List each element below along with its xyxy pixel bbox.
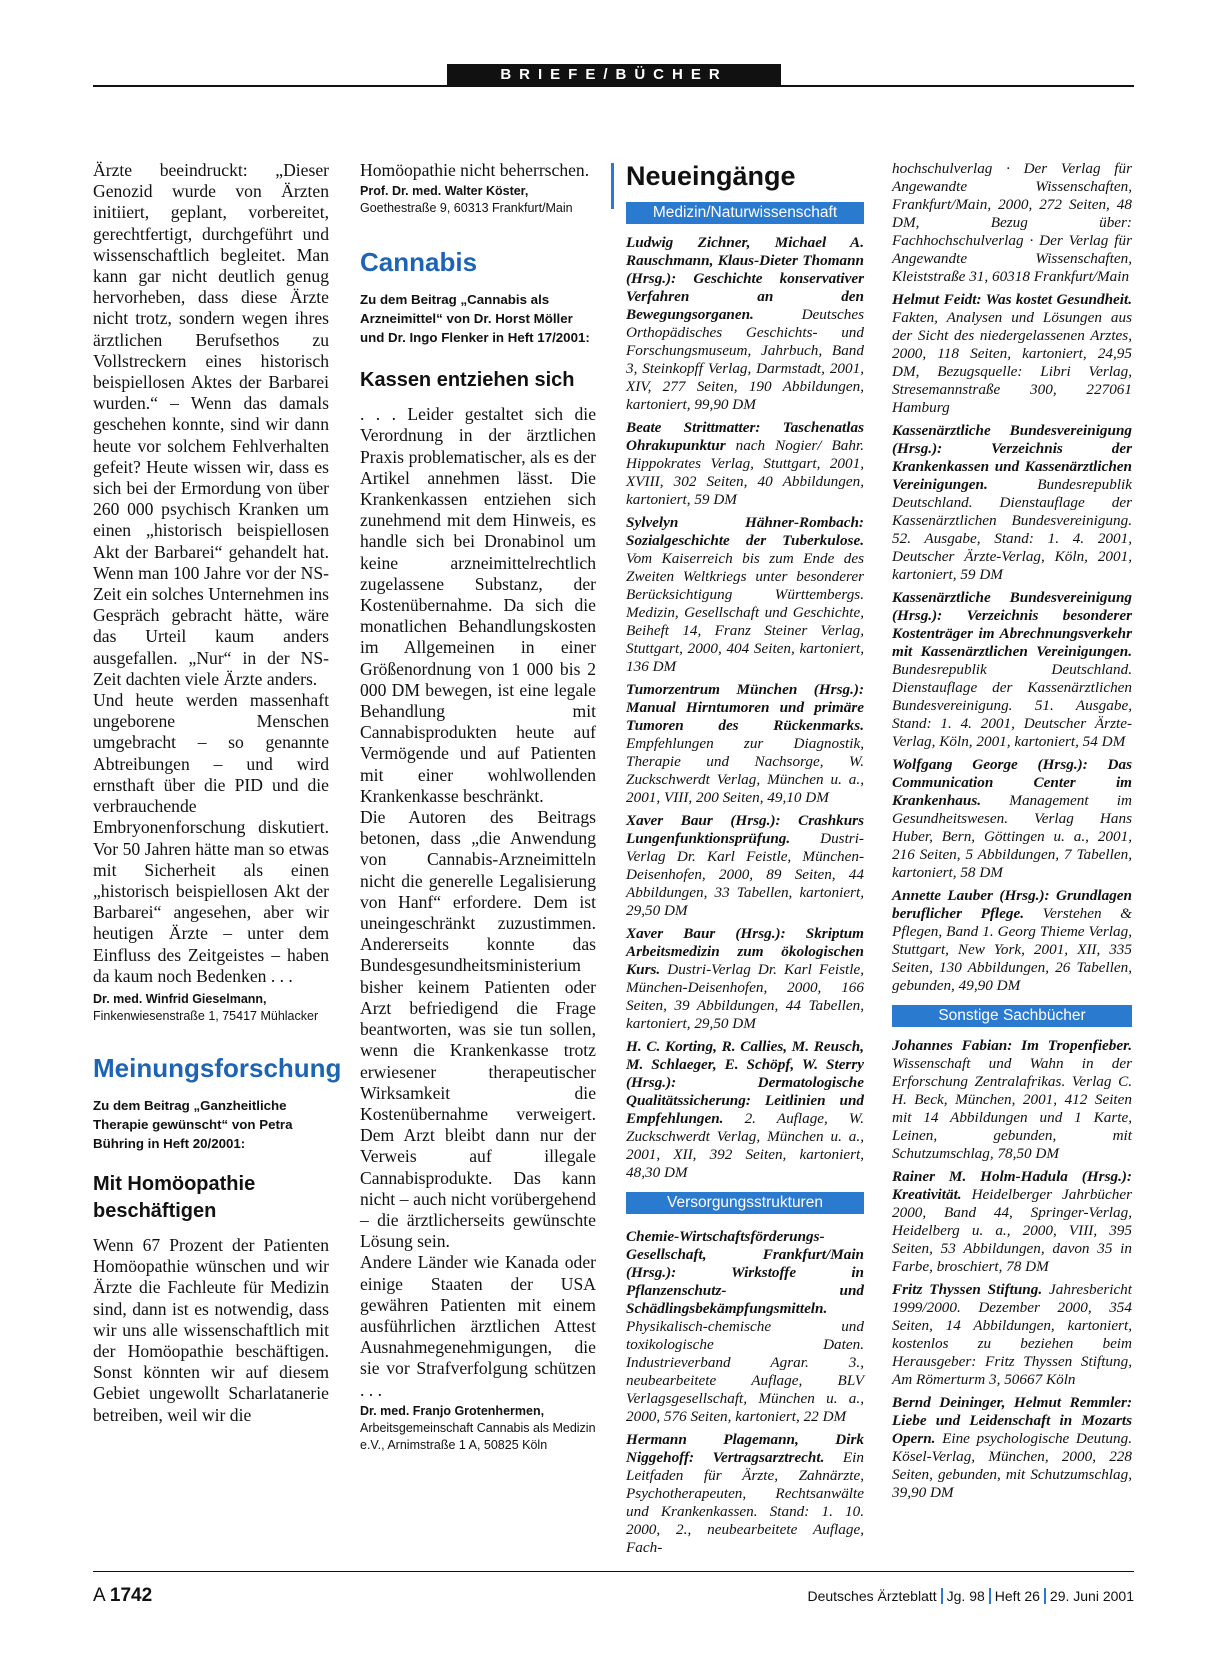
book-title: Annette Lauber (Hrsg.): Grundlagen beruflicher Pflege. <box>892 887 1132 922</box>
book-details: hochschulverlag · Der Verlag für Angewandte Wissenschaften, Frankfurt/Main, 2000, 272 Seiten, 48 DM, Bezug über: Fachhochschulverlag · Der Verlag für Angewandte Wissenschaften, Kleiststraße 31, 60318 Frankfurt/Main <box>892 160 1132 285</box>
separator <box>989 1588 991 1604</box>
book-entry <box>892 1037 1132 1163</box>
paragraph: Und heute werden massenhaft ungeborene Menschen umgebracht – so genannte Abtreibungen – und wird ernsthaft über die PID und die verbrauchende Embryonenforschung diskutiert. Vor 50 Jahren hätte man so etwas mit Sicherheit als einen „historisch beispiellosen Akt der Barbarei“ angesehen, aber wir heutigen Ärzte – unter dem Einfluss des Zeitgeistes – haben da kaum noch Bedenken . . . <box>93 690 329 986</box>
book-details: Bundesrepublik Deutschland. Dienstauflage der Kassenärztlichen Bundesvereinigung. 51. Ausgabe, Stand: 1. 4. 2001, Deutscher Ärzte-Verlag, Köln, 2001, kartoniert, 54 DM <box>892 661 1132 750</box>
book-details: Physikalisch-chemische und toxikologische Daten. Industrieverband Agrar. 3., neubearbeitete Auflage, BLV Verlagsgesellschaft, München u. a., 2000, 576 Seiten, kartoniert, 22 DM <box>626 1318 864 1425</box>
book-title: Sylvelyn Hähner-Rombach: Sozialgeschichte der Tuberkulose. <box>626 514 864 549</box>
book-entry <box>892 1394 1132 1502</box>
author-name: Prof. Dr. med. Walter Köster, <box>360 184 529 199</box>
book-details: Eine psychologische Deutung. Kösel-Verlag, München, 2000, 228 Seiten, gebunden, mit Schutzumschlag, 39,90 DM <box>892 1430 1132 1501</box>
page-prefix: A <box>93 1585 105 1606</box>
book-title: Chemie-Wirtschaftsförderungs-Gesellschaft, Frankfurt/Main (Hrsg.): Wirkstoffe in Pflanzenschutz- und Schädlingsbekämpfungsmitteln. <box>626 1228 864 1317</box>
book-details: 2. Auflage, W. Zuckschwerdt Verlag, München u. a., 2001, XII, 392 Seiten, kartoniert, 48,30 DM <box>626 1110 864 1181</box>
book-title: Bernd Deininger, Helmut Remmler: Liebe und Leidenschaft in Mozarts Opern. <box>892 1394 1132 1447</box>
journal-date: 29. Juni 2001 <box>1049 1588 1134 1604</box>
book-details: Bundesrepublik Deutschland. Dienstauflage der Kassenärztlichen Bundesvereinigung. 52. Ausgabe, Stand: 1. 4. 2001, Deutscher Ärzte-Verlag, Köln, 2001, kartoniert, 59 DM <box>892 476 1132 583</box>
journal-volume: Jg. 98 <box>946 1588 985 1604</box>
lead-text: Zu dem Beitrag „Ganzheitliche Therapie gewünscht“ von Petra Bühring in Heft 20/2001: <box>93 1097 293 1151</box>
book-title: Fritz Thyssen Stiftung. <box>892 1281 1043 1298</box>
book-title: Xaver Baur (Hrsg.): Crashkurs Lungenfunktionsprüfung. <box>626 812 864 847</box>
book-details: Dustri-Verlag Dr. Karl Feistle, München-Deisenhofen, 2000, 89 Seiten, 44 Abbildungen, 33 Tabellen, kartoniert, 29,50 DM <box>626 830 864 919</box>
letter-headline: Mit Homöopathie beschäftigen <box>93 1172 256 1222</box>
book-title: Beate Strittmatter: Taschenatlas Ohrakupunktur <box>626 419 864 454</box>
book-entry <box>892 422 1132 584</box>
journal-name: Deutsches Ärzteblatt <box>807 1588 937 1604</box>
section-header: BRIEFE/BÜCHER <box>447 64 781 86</box>
separator <box>941 1588 943 1604</box>
book-title: H. C. Korting, R. Callies, M. Reusch, M. Schlaeger, E. Schöpf, W. Sterry (Hrsg.): Dermatologische Qualitätssicherung: Leitlinien und Empfehlungen. <box>626 1038 864 1127</box>
journal-info <box>807 1588 1134 1604</box>
book-title: Kassenärztliche Bundesvereinigung (Hrsg.): Verzeichnis der Krankenkassen und Kassenärztlichen Vereinigungen. <box>892 422 1132 493</box>
book-details: Empfehlungen zur Diagnostik, Therapie und Nachsorge, W. Zuckschwerdt Verlag, München u. a., 2001, VIII, 200 Seiten, 49,10 DM <box>626 735 864 806</box>
book-details: Verstehen & Pflegen, Band 1. Georg Thieme Verlag, Stuttgart, New York, 2001, XII, 335 Seiten, 130 Abbildungen, 26 Tabellen, gebunden, 49,90 DM <box>892 905 1132 994</box>
book-entry <box>892 1281 1132 1389</box>
footer-rule <box>93 1571 1134 1572</box>
category-label: Sonstige Sachbücher <box>892 1005 1132 1027</box>
book-details: Heidelberger Jahrbücher 2000, Band 44, Springer-Verlag, Heidelberg u. a., 2000, VIII, 395 Seiten, 53 Abbildungen, davon 35 in Farbe, broschiert, 78 DM <box>892 1186 1132 1275</box>
new-arrivals-title: Neueingänge <box>626 161 796 191</box>
book-entry <box>626 925 864 1033</box>
letter-text <box>360 404 596 1401</box>
book-list <box>892 1037 1132 1502</box>
author-address: Goethestraße 9, 60313 Frankfurt/Main <box>360 201 573 216</box>
book-title: Helmut Feidt: Was kostet Gesundheit. <box>892 291 1132 308</box>
book-title: Kassenärztliche Bundesvereinigung (Hrsg.): Verzeichnis besonderer Kostenträger im Abrechnungsverkehr mit Kassenärztlichen Vereinigungen. <box>892 589 1132 660</box>
book-entry <box>626 812 864 920</box>
book-title: Rainer M. Holm-Hadula (Hrsg.): Kreativität. <box>892 1168 1132 1203</box>
page-number-value: 1742 <box>109 1585 153 1606</box>
book-details: Jahresbericht 1999/2000. Dezember 2000, 354 Seiten, 14 Abbildungen, kartoniert, kostenlos zu beziehen beim Herausgeber: Fritz Thyssen Stiftung, Am Römerturm 3, 50667 Köln <box>892 1281 1132 1388</box>
book-title: Johannes Fabian: Im Tropenfieber. <box>892 1037 1132 1054</box>
signature <box>360 183 596 217</box>
paragraph: Wenn 67 Prozent der Patienten Homöopathie wünschen und wir Ärzte die Fachleute für Medizin sind, dann ist es notwendig, dass wir uns alle wissenschaftlich mit der Homöopathie beschäftigen. Sonst könnten wir auf diesem Gebiet ungewollt Scharlatanerie betreiben, weil wir die <box>93 1234 329 1425</box>
book-entry <box>892 291 1132 417</box>
book-entry <box>892 887 1132 995</box>
author-name: Dr. med. Winfrid Gieselmann, <box>93 991 267 1006</box>
paragraph: . . . Leider gestaltet sich die Verordnung in der ärztlichen Praxis problematischer, als es der Artikel annehmen lässt. Die Krankenkassen entziehen sich zunehmend mit dem Hinweis, es handle sich bei Dronabinol um keine arzneimittelrechtlich zugelassene Substanz, der Kostenübernahme. Da sich die monatlichen Behandlungskosten im Allgemeinen in einer Größenordnung von 1 000 bis 2 000 DM bewegen, ist eine legale Behandlung mit Cannabisprodukten heute auf Vermögende und auf Patienten mit einer wohlwollenden Krankenkasse beschränkt. <box>360 404 596 806</box>
author-address: Arbeitsgemeinschaft Cannabis als Medizin e.V., Arnimstraße 1 A, 50825 Köln <box>360 1420 596 1452</box>
book-entry <box>626 1431 864 1557</box>
book-details: Dustri-Verlag Dr. Karl Feistle, München-Deisenhofen, 2000, 166 Seiten, 39 Abbildungen, 44 Tabellen, kartoniert, 29,50 DM <box>626 961 864 1032</box>
journal-issue: Heft 26 <box>994 1588 1040 1604</box>
letter-text <box>360 160 596 181</box>
book-title: Wolfgang George (Hrsg.): Das Communication Center im Krankenhaus. <box>892 756 1132 809</box>
book-entry <box>626 514 864 676</box>
book-details: Ein Leitfaden für Ärzte, Zahnärzte, Psychotherapeuten, Rechtsanwälte und Krankenkassen. Stand: 1. 10. 2000, 2., neubearbeitete Auflage, Fach- <box>626 1449 864 1556</box>
book-title: Hermann Plagemann, Dirk Niggehoff: Vertragsarztrecht. <box>626 1431 864 1466</box>
author-address: Finkenwiesenstraße 1, 75417 Mühlacker <box>93 1008 319 1023</box>
column-4 <box>892 160 1132 1507</box>
book-details: Management im Gesundheitswesen. Verlag Hans Huber, Bern, Göttingen u. a., 2001, 216 Seiten, 5 Abbildungen, 7 Tabellen, kartoniert, 58 DM <box>892 792 1132 881</box>
header-rule <box>93 85 1134 87</box>
book-entry <box>892 756 1132 882</box>
book-list <box>626 234 864 1182</box>
lead-text: Zu dem Beitrag „Cannabis als Arzneimittel“ von Dr. Horst Möller und Dr. Ingo Flenker in Heft 17/2001: <box>360 292 590 346</box>
column-2 <box>360 160 596 1454</box>
book-entry <box>626 1228 864 1426</box>
book-details: Fakten, Analysen und Lösungen aus der Sicht des niedergelassenen Arztes, 2000, 118 Seiten, kartoniert, 24,95 DM, Bezugsquelle: Libri Verlag, Stresemannstraße 300, 227061 Hamburg <box>892 309 1132 416</box>
book-entry <box>626 419 864 509</box>
column-3 <box>626 160 864 1562</box>
book-entry <box>626 1038 864 1182</box>
accent-line <box>611 163 614 209</box>
book-details: Wissenschaft und Wahn in der Erforschung Zentralafrikas. Verlag C. H. Beck, München, 2001, 412 Seiten mit 14 Abbildungen und 1 Karte, Leinen, gebunden, mit Schutzumschlag, 78,50 DM <box>892 1055 1132 1162</box>
book-entry <box>626 234 864 414</box>
paragraph: Ärzte beeindruckt: „Dieser Genozid wurde von Ärzten initiiert, geplant, vorbereitet, gerechtfertigt, durchgeführt und wissenschaftlich begleitet. Man kann gar nicht deutlich genug hervorheben, dass diese Ärzte nicht trotz, sondern wegen ihres ärztlichen Berufsethos zu Vollstreckern eines historisch beispiellosen Aktes der Barbarei wurden.“ – Wenn das damals geschehen konnte, sind wir dann heute vor solchem Fehlverhalten gefeit? Heute wissen wir, dass es sich bei der Ermordung von über 260 000 psychisch Kranken um einen „historisch beispiellosen Akt der Barbarei“ gehandelt hat. Wenn man 100 Jahre vor der NS-Zeit ein solches Unternehmen ins Gespräch gebracht hätte, wäre das Urteil kaum anders ausgefallen. „Nur“ in der NS-Zeit dachten viele Ärzte anders. <box>93 160 329 689</box>
book-title: Ludwig Zichner, Michael A. Rauschmann, Klaus-Dieter Thomann (Hrsg.): Geschichte konservativer Verfahren an den Bewegungsorganen. <box>626 234 864 323</box>
section-title: Meinungsforschung <box>93 1052 342 1083</box>
paragraph: Die Autoren des Beitrags betonen, dass „die Anwendung von Cannabis-Arzneimitteln nicht die generelle Legalisierung von Hanf“ erfordere. Dem ist uneingeschränkt zuzustimmen. Andererseits konnte das Bundesgesundheitsministerium bisher keinem Patienten oder Arzt befriedigend die Frage beantworten, was sie tun sollen, wenn die Krankenkasse trotz erwiesener therapeutischer Wirksamkeit die Kostenübernahme verweigert. Dem Arzt bleibt dann nur der Verweis auf illegale Cannabisprodukte. Das kann nicht – auch nicht vorübergehend – die ärztlicherseits gewünschte Lösung sein. <box>360 807 596 1252</box>
book-entry <box>892 1168 1132 1276</box>
paragraph: Andere Länder wie Kanada oder einige Staaten der USA gewähren Patienten mit einem ausführlichen ärztlichen Attest Ausnahmegenehmigungen, die sie vor Strafverfolgung schützen . . . <box>360 1252 596 1400</box>
book-details: Deutsches Orthopädisches Geschichts- und Forschungsmuseum, Jahrbuch, Band 3, Steinkopff Verlag, Darmstadt, 2001, XIV, 277 Seiten, 190 Abbildungen, kartoniert, 99,90 DM <box>626 306 864 413</box>
paragraph: Homöopathie nicht beherrschen. <box>360 160 590 180</box>
section-title: Cannabis <box>360 247 478 278</box>
letter-headline: Kassen entziehen sich <box>360 369 575 392</box>
book-list <box>626 1228 864 1557</box>
column-1 <box>93 160 342 1426</box>
separator <box>1044 1588 1046 1604</box>
letter-text <box>93 160 329 987</box>
book-title: Xaver Baur (Hrsg.): Skriptum Arbeitsmedizin zum ökologischen Kurs. <box>626 925 864 978</box>
book-entry <box>626 681 864 807</box>
book-details: Vom Kaiserreich bis zum Ende des Zweiten Weltkriegs unter besonderer Berücksichtigung Württembergs. Medizin, Gesellschaft und Geschichte, Beiheft 14, Franz Steiner Verlag, Stuttgart, 2000, 404 Seiten, kartoniert, 136 DM <box>626 550 864 675</box>
book-entry <box>892 160 1132 286</box>
category-label: Versorgungsstrukturen <box>626 1192 864 1214</box>
page-number <box>93 1585 152 1607</box>
author-name: Dr. med. Franjo Grotenhermen, <box>360 1403 545 1418</box>
signature <box>93 991 329 1025</box>
letter-text <box>93 1235 329 1426</box>
book-list <box>892 160 1132 995</box>
signature <box>360 1403 596 1454</box>
book-entry <box>892 589 1132 751</box>
category-label: Medizin/Naturwissenschaft <box>626 202 864 224</box>
book-details: nach Nogier/ Bahr. Hippokrates Verlag, Stuttgart, 2001, XVIII, 302 Seiten, 40 Abbildungen, kartoniert, 59 DM <box>626 437 864 508</box>
book-title: Tumorzentrum München (Hrsg.): Manual Hirntumoren und primäre Tumoren des Rückenmarks. <box>626 681 864 734</box>
